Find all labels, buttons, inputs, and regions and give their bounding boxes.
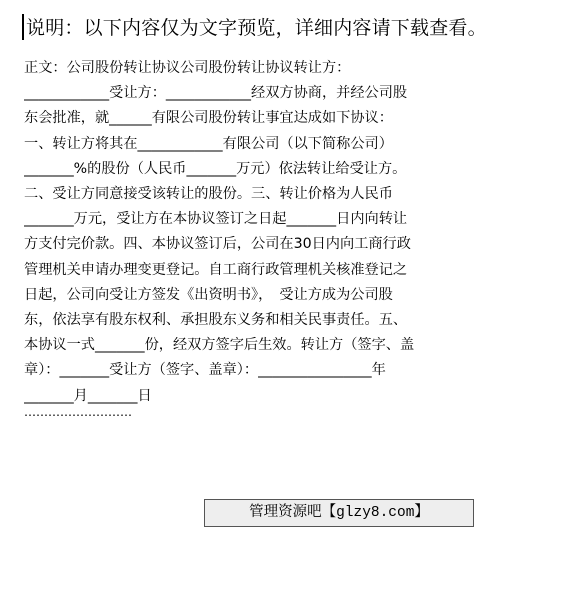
document-line: 二、受让方同意接受该转让的股份。三、转让价格为人民币	[24, 186, 393, 203]
document-line: 东会批准，就______有限公司股份转让事宜达成如下协议：	[24, 110, 393, 127]
document-line: _______%的股份（人民币_______万元）依法转让给受让方。	[24, 160, 407, 177]
truncation-ellipsis: ………………………	[24, 405, 132, 419]
document-line: ____________受让方：____________经双方协商，并经公司股	[24, 85, 408, 102]
document-line: _______月_______日	[24, 387, 152, 404]
document-line: 章）：_______受让方（签字、盖章）：________________年	[24, 362, 386, 379]
document-line: 一、转让方将其在____________有限公司（以下简称公司）	[24, 135, 393, 152]
document-line: 管理机关申请办理变更登记。自工商行政管理机关核准登记之	[24, 261, 408, 278]
document-line: 日起，公司向受让方签发《出资明书》， 受让方成为公司股	[24, 286, 393, 303]
document-line: 东，依法享有股东权利、承担股东义务和相关民事责任。五、	[24, 312, 408, 329]
text-cursor	[22, 14, 24, 40]
document-line: 本协议一式_______份，经双方签字后生效。转让方（签字、盖	[24, 337, 415, 354]
document-line: 正文：公司股份转让协议公司股份转让协议转让方：	[24, 60, 351, 76]
document-body	[24, 56, 554, 409]
document-line: 方支付完价款。四、本协议签订后，公司在30日内向工商行政	[24, 236, 411, 253]
document-line: _______万元，受让方在本协议签订之日起_______日内向转让	[24, 211, 408, 228]
preview-notice: 说明：以下内容仅为文字预览，详细内容请下载查看。	[26, 17, 487, 39]
brand-link[interactable]: 管理资源吧【glzy8.com】	[204, 499, 474, 527]
